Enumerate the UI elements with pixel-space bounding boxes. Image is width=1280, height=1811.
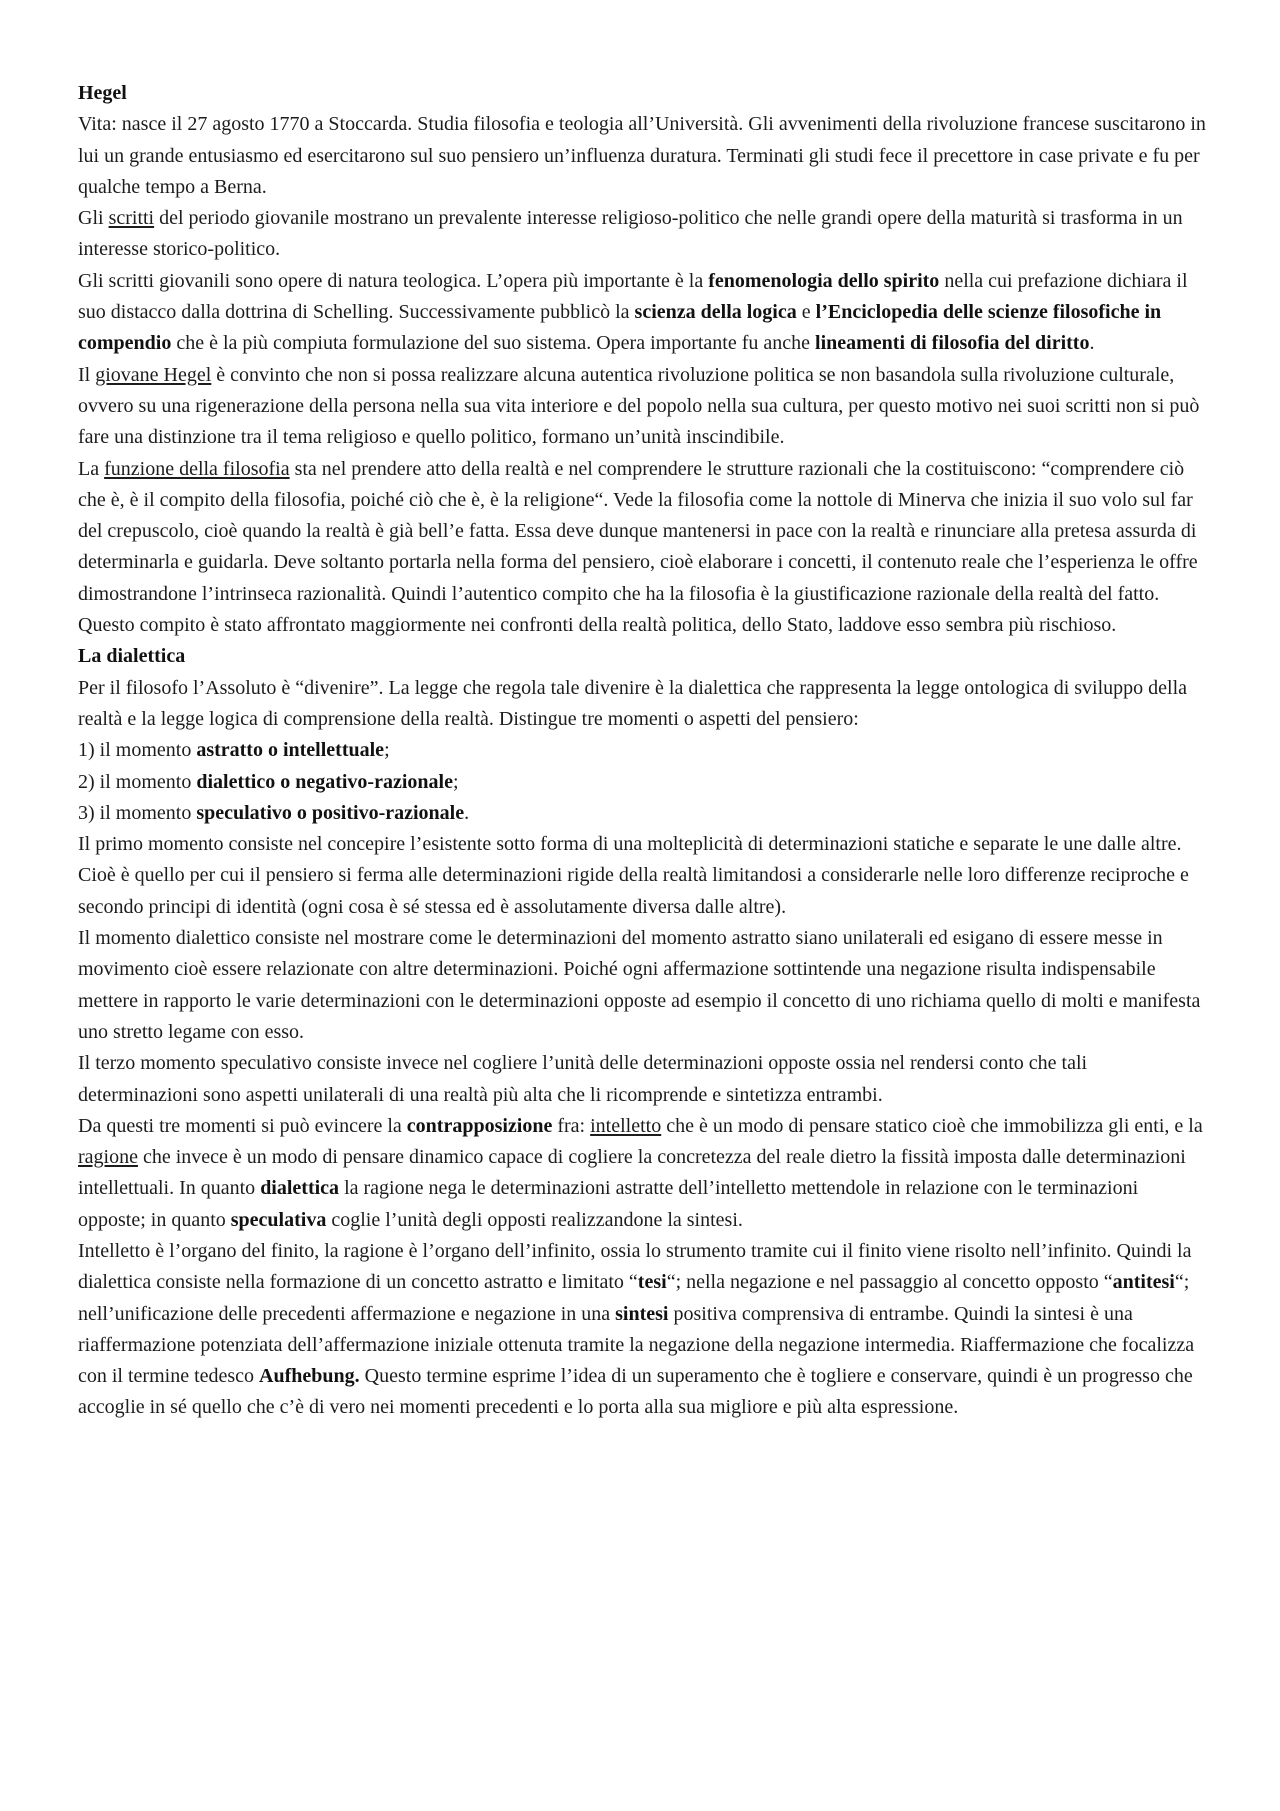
underlined-term: scritti: [108, 207, 155, 230]
paragraph: [78, 109, 1208, 203]
bold-term: dialettico o negativo-razionale: [196, 770, 453, 793]
bold-term: sintesi: [615, 1302, 669, 1325]
text-run: “; nell’unificazione delle precedenti affermazione e negazione in una: [78, 1271, 1190, 1325]
text-run: positiva comprensiva di entrambe. Quindi la sintesi è una riaffermazione potenziata dell’affermazione iniziale ottenuta tramite la negazione della negazione intermedia. Riaffermazione che focalizza con il termine tedesco: [78, 1302, 1195, 1388]
text-run: 3) il momento: [78, 801, 197, 824]
text-run: la ragione nega le determinazioni astratte dell’intelletto mettendole in relazione con le terminazioni opposte; in quanto: [78, 1177, 1139, 1231]
paragraph: [78, 798, 1208, 829]
text-run: 1) il momento: [78, 739, 197, 762]
text-run: .: [464, 801, 470, 824]
paragraph: [78, 266, 1208, 360]
bold-term: astratto o intellettuale: [196, 739, 385, 762]
text-run: Il terzo momento speculativo consiste invece nel cogliere l’unità delle determinazioni opposte ossia nel rendersi conto che tali determinazioni sono aspetti unilaterali di una realtà più alta che li ricomprende e sintetizza entrambi.: [78, 1052, 1088, 1106]
text-run: che è un modo di pensare statico cioè che immobilizza gli enti, e la: [661, 1114, 1203, 1137]
text-run: è convinto che non si possa realizzare alcuna autentica rivoluzione politica se non basandola sulla rivoluzione culturale, ovvero su una rigenerazione della persona nella sua vita interiore e del popolo nella sua cultura, per questo motivo nei suoi scritti non si può fare una distinzione tra il tema religioso e quello politico, formano un’unità inscindibile.: [78, 363, 1200, 449]
text-run: “; nella negazione e nel passaggio al concetto opposto “: [666, 1271, 1113, 1294]
text-run: nella cui prefazione dichiara il suo distacco dalla dottrina di Schelling. Successivamente pubblicò la: [78, 269, 1188, 324]
bold-term: speculativa: [230, 1208, 327, 1231]
bold-term: dialettica: [260, 1177, 340, 1200]
bold-term: antitesi: [1112, 1271, 1175, 1294]
text-run: e: [796, 301, 816, 324]
bold-term: lineamenti di filosofia del diritto: [815, 332, 1090, 355]
text-run: ;: [452, 770, 459, 793]
text-run: La: [78, 457, 105, 480]
text-run: .: [1089, 332, 1095, 355]
underlined-term: giovane Hegel: [95, 363, 212, 386]
text-run: Gli scritti giovanili sono opere di natura teologica. L’opera più importante è la: [78, 269, 709, 292]
text-run: Da questi tre momenti si può evincere la: [78, 1114, 407, 1137]
heading-text: La dialettica: [78, 645, 186, 668]
paragraph: [78, 1236, 1208, 1424]
bold-term: speculativo o positivo-razionale: [196, 801, 465, 824]
text-run: che invece è un modo di pensare dinamico capace di cogliere la concretezza del reale dietro la fissità imposta dalle determinazioni intellettuali. In quanto: [78, 1146, 1186, 1200]
paragraph: [78, 735, 1208, 766]
bold-term: tesi: [637, 1271, 667, 1294]
paragraph: [78, 767, 1208, 798]
bold-term: l’Enciclopedia delle scienze filosofiche in compendio: [78, 301, 1162, 355]
text-run: Questo termine esprime l’idea di un superamento che è togliere e conservare, quindi è un progresso che accoglie in sé quello che c’è di vero nei momenti precedenti e lo porta alla sua migliore e più alta espressione.: [78, 1365, 1193, 1419]
section-heading: [78, 78, 1208, 109]
paragraph: [78, 1048, 1208, 1111]
text-run: Il momento dialettico consiste nel mostrare come le determinazioni del momento astratto siano unilaterali ed esigano di essere messe in movimento cioè essere relazionate con altre determinazioni. Poiché ogni affermazione sottintende una negazione risulta indispensabile mettere in rapporto le varie determinazioni con le determinazioni opposte ad esempio il concetto di uno richiama quello di molti e manifesta uno stretto legame con esso.: [78, 927, 1201, 1043]
text-run: del periodo giovanile mostrano un prevalente interesse religioso-politico che nelle grandi opere della maturità si trasforma in un interesse storico-politico.: [78, 207, 1183, 261]
underlined-term: ragione: [78, 1146, 138, 1169]
underlined-term: funzione della filosofia: [104, 457, 290, 480]
bold-term: Aufhebung.: [259, 1365, 360, 1388]
text-run: 2) il momento: [78, 770, 197, 793]
document-body: [78, 78, 1208, 1424]
text-run: fra:: [552, 1114, 591, 1137]
paragraph: [78, 203, 1208, 266]
underlined-term: intelletto: [590, 1114, 662, 1137]
bold-term: fenomenologia dello spirito: [708, 269, 940, 292]
text-run: sta nel prendere atto della realtà e nel comprendere le strutture razionali che la costituiscono: “comprendere ciò che è, è il compito della filosofia, poiché ciò che è, è la religione“. Vede la filosofia come la nottole di Minerva che inizia il suo volo sul far del crepuscolo, cioè quando la realtà è già bell’e fatta. Essa deve dunque mantenersi in pace con la realtà e rinunciare alla pretesa assurda di determinarla e guidarla. Deve soltanto portarla nella forma del pensiero, cioè elaborare i concetti, il contenuto reale che l’esperienza le offre dimostrandone l’intrinseca razionalità. Quindi l’autentico compito che ha la filosofia è la giustificazione razionale della realtà del fatto. Questo compito è stato affrontato maggiormente nei confronti della realtà politica, dello Stato, laddove esso sembra più rischioso.: [78, 457, 1198, 637]
bold-term: contrapposizione: [406, 1114, 553, 1137]
text-run: Il: [78, 363, 96, 386]
text-run: Il primo momento consiste nel concepire l’esistente sotto forma di una molteplicità di determinazioni statiche e separate le une dalle altre. Cioè è quello per cui il pensiero si ferma alle determinazioni rigide della realtà limitandosi a considerarle nelle loro differenze reciproche e secondo principi di identità (ogni cosa è sé stessa ed è assolutamente diversa dalle altre).: [78, 833, 1189, 918]
paragraph: [78, 1111, 1208, 1236]
paragraph: [78, 673, 1208, 736]
text-run: coglie l’unità degli opposti realizzandone la sintesi.: [326, 1208, 743, 1231]
text-run: Per il filosofo l’Assoluto è “divenire”. La legge che regola tale divenire è la dialettica che rappresenta la legge ontologica di sviluppo della realtà e la legge logica di comprensione della realtà. Distingue tre momenti o aspetti del pensiero:: [78, 676, 1188, 730]
bold-term: scienza della logica: [634, 301, 797, 324]
text-run: Intelletto è l’organo del finito, la ragione è l’organo dell’infinito, ossia lo strumento tramite cui il finito viene risolto nell’infinito. Quindi la dialettica consiste nella formazione di un concetto astratto e limitato “: [78, 1239, 1192, 1294]
text-run: che è la più compiuta formulazione del suo sistema. Opera importante fu anche: [171, 332, 816, 355]
paragraph: [78, 923, 1208, 1048]
paragraph: [78, 829, 1208, 923]
text-run: ;: [384, 739, 390, 762]
section-heading: [78, 641, 1208, 672]
paragraph: [78, 454, 1208, 642]
heading-text: Hegel: [78, 82, 127, 104]
paragraph: [78, 360, 1208, 454]
text-run: Gli: [78, 207, 109, 230]
text-run: Vita: nasce il 27 agosto 1770 a Stoccarda. Studia filosofia e teologia all’Università. Gli avvenimenti della rivoluzione francese suscitarono in lui un grande entusiasmo ed esercitarono sul suo pensiero un’influenza duratura. Terminati gli studi fece il precettore in case private e fu per qualche tempo a Berna.: [78, 113, 1206, 198]
